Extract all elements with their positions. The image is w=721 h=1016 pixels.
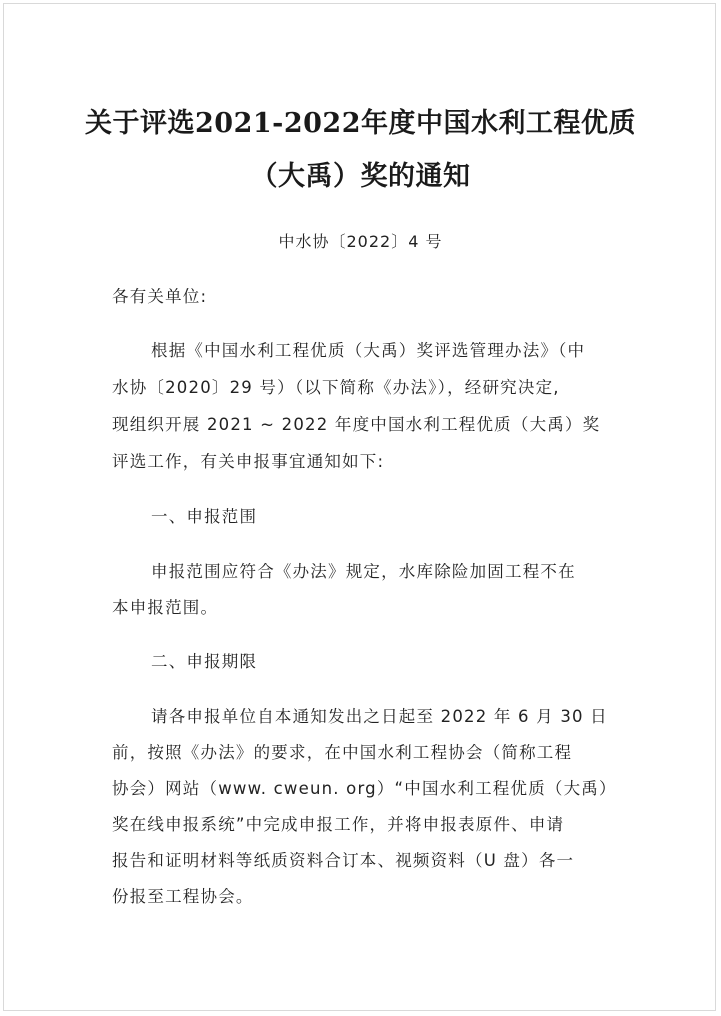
document-title-line-2: （大禹）奖的通知	[250, 161, 471, 192]
section-heading-scope: 一、申报范围	[151, 507, 258, 526]
salutation: 各有关单位:	[112, 287, 208, 306]
paragraph-3-line: 请各申报单位自本通知发出之日起至 2022 年 6 月 30 日	[151, 707, 608, 726]
paragraph-2-line: 本申报范围。	[112, 598, 219, 617]
paragraph-1-line: 评选工作，有关申报事宜通知如下:	[112, 452, 385, 471]
paragraph-1-line: 根据《中国水利工程优质（大禹）奖评选管理办法》（中	[151, 341, 586, 360]
section-heading-deadline: 二、申报期限	[151, 652, 258, 671]
paragraph-2-line: 申报范围应符合《办法》规定，水库除险加固工程不在	[151, 562, 576, 581]
paragraph-3-line: 报告和证明材料等纸质资料合订本、视频资料（U 盘）各一	[112, 851, 575, 870]
paragraph-3-line: 协会）网站（www. cweun. org）“中国水利工程优质（大禹）	[112, 779, 617, 798]
document-number: 中水协〔2022〕4 号	[278, 232, 443, 251]
paragraph-3-line: 奖在线申报系统”中完成申报工作，并将申报表原件、申请	[112, 815, 565, 834]
paragraph-1-line: 现组织开展 2021 ~ 2022 年度中国水利工程优质（大禹）奖	[112, 415, 601, 434]
paragraph-1-line: 水协〔2020〕29 号）（以下简称《办法》），经研究决定,	[112, 378, 560, 397]
paragraph-3-line: 前，按照《办法》的要求，在中国水利工程协会（简称工程	[112, 743, 573, 762]
document-title-line-1: 关于评选2021-2022年度中国水利工程优质	[85, 108, 636, 139]
paragraph-3-line: 份报至工程协会。	[112, 887, 254, 906]
